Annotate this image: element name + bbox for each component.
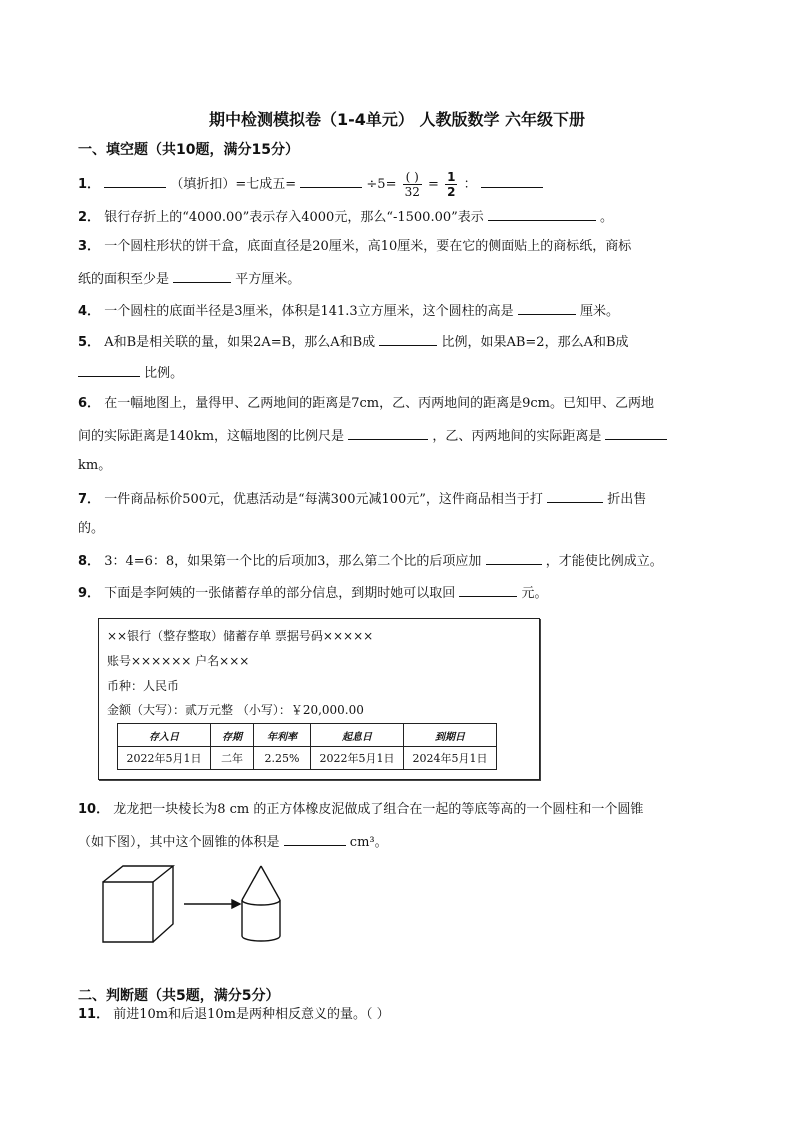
- cube-icon: [103, 882, 153, 942]
- fraction-one-half: $\frac{1}{2}$: [447, 170, 456, 199]
- answer-blank[interactable]: [481, 174, 543, 188]
- answer-blank[interactable]: [488, 207, 596, 221]
- slip-amount: 金额（大写）：贰万元整 （小写）：￥20,000.00: [107, 703, 364, 717]
- deposit-slip: [98, 618, 540, 780]
- page-title: 期中检测模拟卷（1-4单元） 人教版数学 六年级下册: [208, 110, 586, 129]
- section-true-false: 二、判断题（共5题，满分5分）: [78, 988, 280, 1004]
- answer-blank[interactable]: [300, 174, 362, 188]
- question-number: 1．: [78, 177, 101, 192]
- answer-blank[interactable]: [104, 174, 166, 188]
- question-6-cont2: km。: [78, 458, 112, 473]
- question-11: 11． 前进10m和后退10m是两种相反意义的量。（ ）: [78, 1007, 390, 1022]
- answer-blank[interactable]: [284, 832, 346, 846]
- answer-blank[interactable]: [605, 426, 667, 440]
- answer-blank[interactable]: [486, 551, 542, 565]
- slip-table: [117, 723, 497, 770]
- answer-blank[interactable]: [173, 269, 231, 283]
- slip-table-header: 存入日 存期 年利率 起息日 到期日: [118, 724, 497, 747]
- question-2: 2． 银行存折上的“4000.00”表示存入4000元，那么“-1500.00”表示 。: [78, 207, 613, 227]
- slip-table-row: 2022年5月1日 二年 2.25% 2022年5月1日 2024年5月1日: [118, 747, 497, 770]
- slip-currency: 币种：人民币: [107, 679, 180, 693]
- question-9: 9． 下面是李阿姨的一张储蓄存单的部分信息，到期时她可以取回 元。: [78, 583, 548, 603]
- question-1: 1． （填折扣）=七成五= ÷5= $\frac{( )}{32}$ = $\frac{1}{2}$ ：: [78, 170, 543, 199]
- question-5: 5． A和B是相关联的量，如果2A=B，那么A和B成 比例，如果AB=2，那么A和B成: [78, 332, 629, 352]
- answer-blank[interactable]: [348, 426, 428, 440]
- answer-blank[interactable]: [78, 363, 140, 377]
- question-6-cont: 间的实际距离是140km，这幅地图的比例尺是 ，乙、丙两地间的实际距离是: [78, 426, 667, 446]
- question-3: 3． 一个圆柱形状的饼干盒，底面直径是20厘米，高10厘米，要在它的侧面贴上的商标纸，商标: [78, 239, 632, 254]
- section-fill-in: 一、填空题（共10题，满分15分）: [78, 142, 299, 158]
- cone-cylinder-icon: [242, 866, 280, 941]
- question-8: 8． 3：4=6：8，如果第一个比的后项加3，那么第二个比的后项应加 ，才能使比例成立。: [78, 551, 663, 571]
- question-7-cont: 的。: [78, 521, 105, 536]
- question-4: 4． 一个圆柱的底面半径是3厘米，体积是141.3立方厘米，这个圆柱的高是 厘米。: [78, 301, 619, 321]
- q1-text-a: （填折扣）=七成五=: [170, 177, 297, 192]
- question-5-cont: 比例。: [78, 363, 183, 383]
- question-10-cont: （如下图），其中这个圆锥的体积是 cm³。: [78, 832, 388, 852]
- slip-header: ××银行（整存整取）储蓄存单 票据号码×××××: [107, 629, 374, 643]
- answer-blank[interactable]: [379, 332, 437, 346]
- question-7: 7． 一件商品标价500元，优惠活动是“每满300元减100元”，这件商品相当于打 折出售: [78, 489, 646, 509]
- answer-blank[interactable]: [547, 489, 603, 503]
- question-10: 10． 龙龙把一块棱长为8 cm 的正方体橡皮泥做成了组合在一起的等底等高的一个圆柱和一个圆锥: [78, 802, 644, 817]
- slip-account: 账号×××××× 户名×××: [107, 654, 250, 668]
- question-6: 6． 在一幅地图上，量得甲、乙两地间的距离是7cm，乙、丙两地间的距离是9cm。已知甲、乙两地: [78, 396, 654, 411]
- cube-to-cylinder-cone-figure: [98, 860, 298, 950]
- answer-blank[interactable]: [518, 301, 576, 315]
- question-3-cont: 纸的面积至少是 平方厘米。: [78, 269, 300, 289]
- fraction-blank[interactable]: $\frac{( )}{32}$: [404, 170, 420, 199]
- q1-div: ÷5=: [366, 177, 397, 192]
- answer-blank[interactable]: [459, 583, 517, 597]
